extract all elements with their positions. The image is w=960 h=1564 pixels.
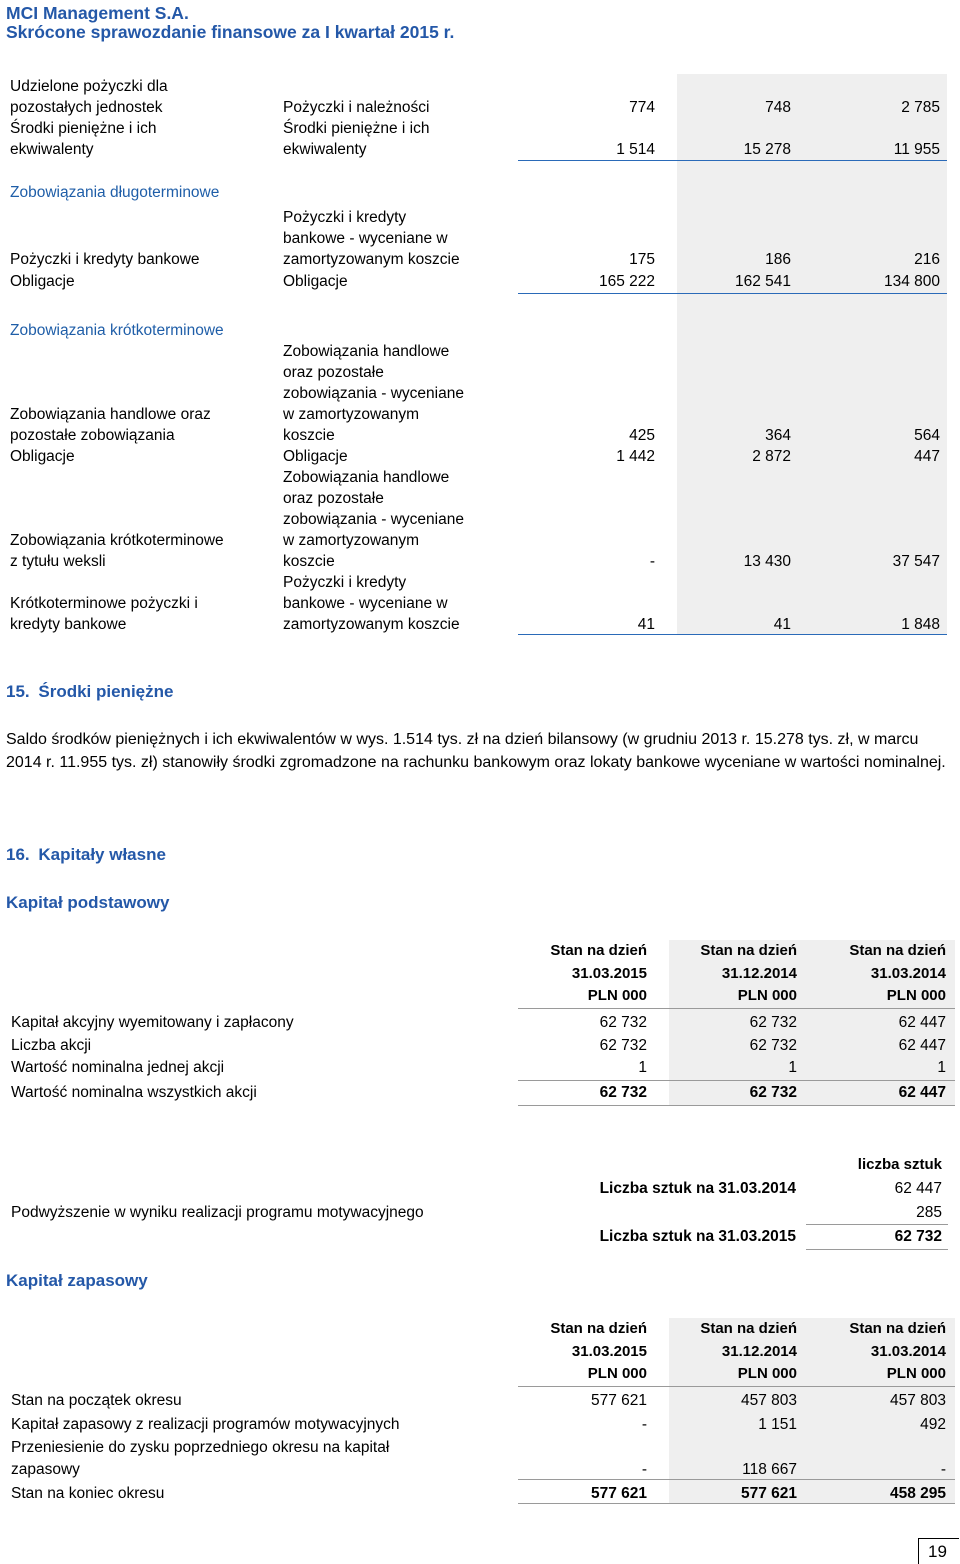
kapital-podstawowy-heading: Kapitał podstawowy — [6, 893, 170, 912]
fin-value-2015-q1: - — [649, 553, 655, 570]
row-value-1: 577 621 — [590, 1392, 647, 1409]
fin-section-heading: Zobowiązania krótkoterminowe — [10, 322, 224, 339]
row-value-2: 62 732 — [749, 1083, 797, 1101]
fin-value-2014-q1: 134 800 — [883, 273, 940, 290]
col-header-2: 31.12.2014 — [721, 1342, 797, 1360]
total-rule — [518, 1479, 955, 1480]
fin-value-2015-q1: 1 442 — [616, 448, 655, 465]
fin-value-2015-q1: 165 222 — [598, 273, 655, 290]
row-value-3: 458 295 — [889, 1485, 946, 1502]
header-rule — [518, 1386, 955, 1387]
bottom-rule — [518, 1503, 955, 1504]
fin-value-2014-q1: 447 — [914, 448, 940, 465]
fin-row-label: Krótkoterminowe pożyczki i — [10, 595, 198, 612]
row-value-1: - — [641, 1460, 647, 1478]
fin-row-category: Zobowiązania handlowe — [283, 469, 450, 486]
col-header-2: Stan na dzień — [700, 1320, 797, 1337]
fin-row-category: zobowiązania - wyceniane — [283, 385, 464, 402]
fin-row-label: z tytułu weksli — [10, 553, 106, 570]
fin-row-category: koszcie — [283, 427, 335, 444]
fin-value-2014-q1: 216 — [914, 251, 940, 268]
row-value-3: 492 — [920, 1415, 946, 1433]
kapital-zapasowy-heading: Kapitał zapasowy — [6, 1271, 148, 1290]
row-value-1: 577 621 — [590, 1485, 647, 1502]
fin-value-2014-dec: 748 — [765, 99, 791, 116]
increase-rule — [806, 1224, 948, 1225]
fin-row-label: Zobowiązania handlowe oraz — [10, 406, 211, 423]
col-header-1: PLN 000 — [587, 1365, 647, 1382]
row-label: Wartość nominalna jednej akcji — [11, 1059, 225, 1076]
fin-row-category: Pożyczki i kredyty — [283, 574, 407, 591]
increase-label: Podwyższenie w wyniku realizacji programu motywacyjnego — [11, 1204, 424, 1221]
fin-rule — [518, 634, 947, 635]
fin-row-category: Pożyczki i kredyty — [283, 209, 407, 226]
bottom-rule — [518, 1105, 955, 1106]
increase-value: 285 — [916, 1204, 942, 1221]
fin-value-2014-dec: 162 541 — [734, 273, 791, 290]
section-16-heading — [6, 845, 166, 865]
fin-row-label: ekwiwalenty — [10, 141, 94, 158]
row-value-3: 457 803 — [889, 1392, 946, 1409]
fin-value-2014-dec: 15 278 — [743, 141, 791, 158]
col-header-3: 31.03.2014 — [870, 1342, 946, 1360]
row-value-1: 62 732 — [599, 1083, 647, 1101]
company-name: MCI Management S.A. — [6, 3, 189, 23]
fin-row-label: Udzielone pożyczki dla — [10, 78, 168, 95]
row-value-3: 62 447 — [898, 1036, 946, 1054]
fin-row-category: Pożyczki i należności — [283, 99, 430, 116]
fin-value-2014-q1: 2 785 — [901, 99, 940, 116]
fin-row-label: Obligacje — [10, 273, 75, 290]
fin-value-2015-q1: 1 514 — [616, 141, 655, 158]
row-value-1: 1 — [638, 1059, 647, 1076]
col-header-2: PLN 000 — [737, 1365, 797, 1382]
fin-row-label: Środki pieniężne i ich — [10, 120, 157, 137]
section-15-heading — [6, 682, 173, 702]
row-value-2: 62 732 — [749, 1014, 797, 1031]
section-15-paragraph: Saldo środków pieniężnych i ich ekwiwalentów w wys. 1.514 tys. zł na dzień bilansowy (w grudniu 2013 r. 15.278 tys. zł, w marcu 2014 r. 11.955 tys. zł) stanowiły środki zgromadzone na rachunku bankowym oraz lokaty bankowe wyceniane w wartości nominalnej. — [6, 731, 946, 771]
fin-rule — [518, 160, 947, 161]
col-header-3: PLN 000 — [886, 1365, 946, 1382]
col-header-3: PLN 000 — [886, 987, 946, 1004]
col-header-1: 31.03.2015 — [571, 1342, 647, 1360]
header-rule — [518, 1008, 955, 1009]
row-label: Stan na koniec okresu — [11, 1485, 165, 1502]
fin-row-category: zobowiązania - wyceniane — [283, 511, 464, 528]
fin-value-2014-dec: 41 — [773, 616, 791, 633]
fin-value-2014-q1: 564 — [914, 427, 940, 444]
col-header-3: Stan na dzień — [849, 1320, 946, 1337]
row-value-3: 1 — [937, 1059, 946, 1076]
unit-label: liczba sztuk — [857, 1156, 942, 1173]
fin-row-label: kredyty bankowe — [10, 616, 127, 633]
fin-value-2014-dec: 2 872 — [752, 448, 791, 465]
fin-value-2015-q1: 41 — [637, 616, 655, 633]
col-header-1: 31.03.2015 — [571, 964, 647, 982]
report-header — [6, 4, 454, 42]
fin-row-label: pozostałe zobowiązania — [10, 427, 175, 444]
fin-row-label: Pożyczki i kredyty bankowe — [10, 251, 200, 268]
fin-row-category: oraz pozostałe — [283, 490, 384, 507]
row-label: Stan na początek okresu — [11, 1392, 182, 1409]
total-rule — [518, 1080, 955, 1081]
report-title: Skrócone sprawozdanie finansowe za I kwartał 2015 r. — [6, 22, 455, 42]
fin-value-2014-q1: 37 547 — [892, 553, 940, 570]
row-value-3: 62 447 — [898, 1083, 946, 1101]
fin-row-category: oraz pozostałe — [283, 364, 384, 381]
row-label: zapasowy — [11, 1460, 80, 1478]
fin-row-category: Zobowiązania handlowe — [283, 343, 450, 360]
fin-row-label: pozostałych jednostek — [10, 99, 163, 116]
row-value-2: 118 667 — [742, 1460, 797, 1478]
fin-row-category: koszcie — [283, 553, 335, 570]
fin-row-category: zamortyzowanym koszcie — [283, 251, 460, 268]
col-header-2: PLN 000 — [737, 987, 797, 1004]
fin-rule — [518, 293, 947, 294]
fin-row-category: Obligacje — [283, 448, 348, 465]
end-rule — [806, 1249, 948, 1250]
fin-row-category: bankowe - wyceniane w — [283, 230, 448, 247]
row-label: Liczba akcji — [11, 1036, 92, 1054]
section-number: 15. — [6, 682, 30, 701]
row-label: Kapitał zapasowy z realizacji programów motywacyjnych — [11, 1415, 400, 1433]
fin-row-category: w zamortyzowanym — [283, 406, 420, 423]
col-header-3: 31.03.2014 — [870, 964, 946, 982]
fin-row-category: bankowe - wyceniane w — [283, 595, 448, 612]
row-value-2: 457 803 — [740, 1392, 797, 1409]
row-value-2: 577 621 — [740, 1485, 797, 1502]
fin-section-heading: Zobowiązania długoterminowe — [10, 184, 220, 201]
row-value-1: - — [641, 1415, 647, 1433]
start-label: Liczba sztuk na 31.03.2014 — [599, 1180, 796, 1197]
section-title: Kapitały własne — [38, 845, 166, 864]
fin-row-category: ekwiwalenty — [283, 141, 367, 158]
start-value: 62 447 — [894, 1180, 942, 1197]
row-value-1: 62 732 — [599, 1014, 647, 1031]
fin-row-label: Zobowiązania krótkoterminowe — [10, 532, 224, 549]
row-label: Kapitał akcyjny wyemitowany i zapłacony — [11, 1014, 294, 1031]
col-header-1: Stan na dzień — [550, 1320, 647, 1337]
fin-value-2014-dec: 186 — [765, 251, 791, 268]
fin-row-category: Obligacje — [283, 273, 348, 290]
fin-value-2014-dec: 364 — [765, 427, 791, 444]
section-number: 16. — [6, 845, 30, 864]
fin-value-2014-dec: 13 430 — [743, 553, 791, 570]
row-value-1: 62 732 — [599, 1036, 647, 1054]
page-number: 19 — [928, 1542, 947, 1561]
row-value-2: 1 151 — [758, 1415, 797, 1433]
col-header-2: Stan na dzień — [700, 942, 797, 959]
end-label: Liczba sztuk na 31.03.2015 — [599, 1228, 796, 1245]
end-value: 62 732 — [894, 1228, 942, 1245]
row-label: Przeniesienie do zysku poprzedniego okresu na kapitał — [11, 1439, 390, 1456]
row-label: Wartość nominalna wszystkich akcji — [11, 1083, 257, 1101]
fin-value-2015-q1: 425 — [629, 427, 655, 444]
row-value-3: - — [940, 1460, 946, 1478]
row-value-2: 1 — [788, 1059, 797, 1076]
col-header-1: PLN 000 — [587, 987, 647, 1004]
fin-value-2014-q1: 1 848 — [901, 616, 940, 633]
fin-value-2015-q1: 175 — [629, 251, 655, 268]
section-title: Środki pieniężne — [38, 682, 174, 701]
fin-row-label: Obligacje — [10, 448, 75, 465]
row-value-3: 62 447 — [898, 1014, 946, 1031]
row-value-2: 62 732 — [749, 1036, 797, 1054]
fin-row-category: w zamortyzowanym — [283, 532, 420, 549]
fin-row-category: Środki pieniężne i ich — [283, 120, 430, 137]
col-header-2: 31.12.2014 — [721, 964, 797, 982]
col-header-3: Stan na dzień — [849, 942, 946, 959]
fin-value-2015-q1: 774 — [629, 99, 655, 116]
fin-row-category: zamortyzowanym koszcie — [283, 616, 460, 633]
fin-value-2014-q1: 11 955 — [893, 141, 940, 158]
col-header-1: Stan na dzień — [550, 942, 647, 959]
